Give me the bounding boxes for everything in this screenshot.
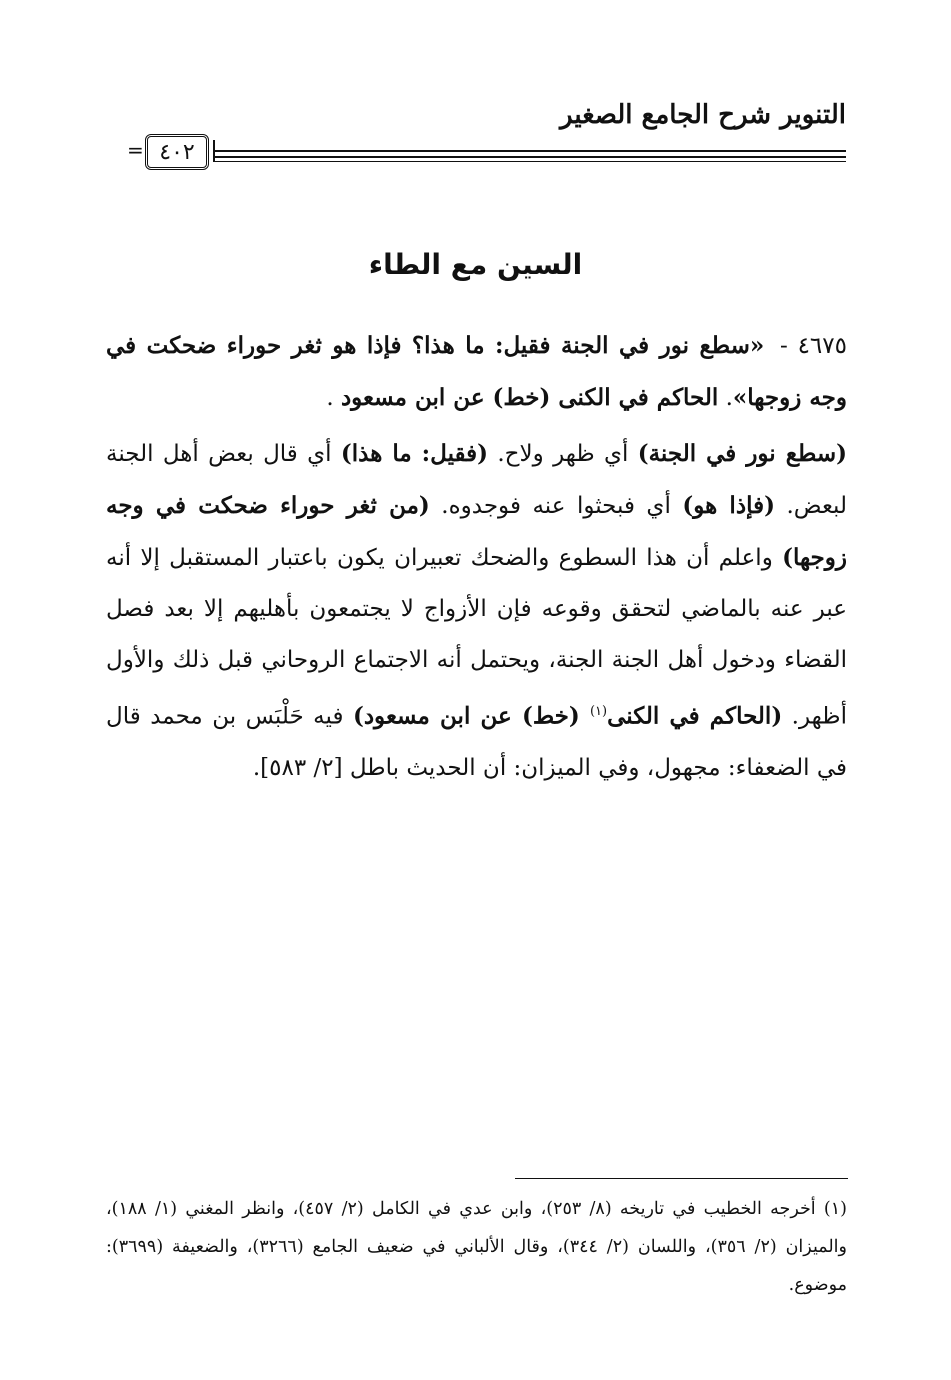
quoted-phrase: (الحاكم في الكنى xyxy=(607,702,783,730)
quoted-phrase: (فقيل: ما هذا) xyxy=(340,440,489,467)
section-heading: السين مع الطاء xyxy=(368,248,583,281)
header-rule xyxy=(215,156,846,158)
commentary-text: أي قال بعض أهل الجنة لبعض. xyxy=(106,441,848,519)
header-ornament: = xyxy=(127,138,144,162)
hadith-separator: . xyxy=(718,385,733,411)
hadith-entry xyxy=(106,320,847,424)
commentary-text: فيه حَلْبَس بن محمد قال في الضعفاء: مجهول، وفي الميزان: أن الحديث باطل [٢/ ٥٨٣]. xyxy=(106,703,847,781)
commentary-text: أي فبحثوا عنه فوجدوه. xyxy=(429,493,683,519)
main-text xyxy=(106,320,847,794)
footnote-text: (١) أخرجه الخطيب في تاريخه (٨/ ٢٥٣)، وابن عدي في الكامل (٢/ ٤٥٧)، وانظر المغني (١/ ١٨٨)، والميزان (٢/ ٣٥٦)، واللسان (٢/ ٣٤٤)، وقال الألباني في ضعيف الجامع (٣٢٦٦)، والضعيفة (٣٦٩٩): موضوع. xyxy=(106,1199,847,1295)
header-rule xyxy=(215,161,846,162)
footnote xyxy=(106,1190,847,1304)
quoted-phrase: (خط) عن ابن مسعود) xyxy=(352,702,590,730)
commentary-text: أي ظهر ولاح. xyxy=(488,441,638,467)
commentary-paragraph xyxy=(106,428,847,794)
quoted-phrase: (فإذا هو) xyxy=(682,492,775,519)
hadith-number: ٤٦٧٥ - xyxy=(780,333,847,359)
quoted-phrase: (من ثغر حوراء ضحكت في وجه زوجها) xyxy=(106,492,847,571)
hadith-text: «سطع نور في الجنة فقيل: ما هذا؟ فإذا هو ثغر حوراء ضحكت في وجه زوجها» xyxy=(106,332,847,411)
page-number: ٤٠٢ xyxy=(145,134,209,170)
footnote-rule xyxy=(515,1178,848,1179)
header-rule xyxy=(215,150,846,152)
hadith-end: . xyxy=(326,385,341,411)
commentary-text: واعلم أن هذا السطوع والضحك تعبيران يكون باعتبار المستقبل إلا أنه عبر عنه بالماضي لتحقق وقوعه فإن الأزواج لا يجتمعون بأهليهم إلا بعد فصل القضاء ودخول أهل الجنة الجنة، ويحتمل أنه الاجتماع الروحاني قبل ذلك والأول أظهر. xyxy=(106,545,847,730)
quoted-phrase: (سطع نور في الجنة) xyxy=(637,440,847,467)
footnote-reference: (١) xyxy=(589,704,608,719)
running-header-title: التنوير شرح الجامع الصغير xyxy=(560,100,846,130)
hadith-source: الحاكم في الكنى (خط) عن ابن مسعود xyxy=(340,384,719,411)
